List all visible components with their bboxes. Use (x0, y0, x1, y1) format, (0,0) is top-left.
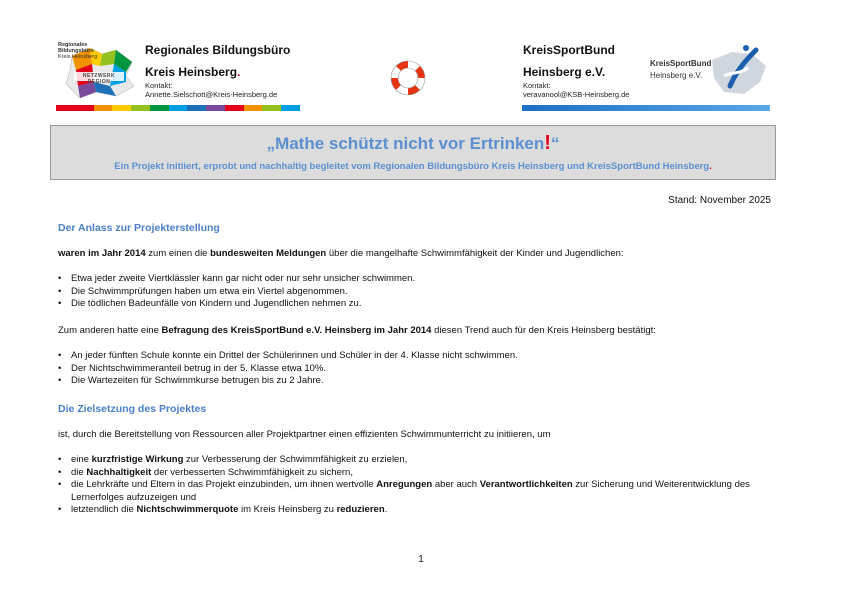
bold-text: waren im Jahr 2014 (58, 248, 146, 259)
ksb-email[interactable]: veravanool@KSB-Heinsberg.de (523, 90, 630, 99)
ksb-color-bar (522, 105, 770, 111)
bold-text: Anregungen (376, 479, 433, 490)
strip-segment (75, 105, 94, 111)
text-run: aber auch (432, 479, 480, 490)
logo-text: Regionales Bildungsbüro Kreis Heinsberg (58, 42, 98, 60)
strip-segment (206, 105, 225, 111)
lifebuoy-icon (390, 60, 426, 96)
list-item: • Die tödlichen Badeunfälle von Kindern und Jugendlichen nehmen zu. (58, 298, 758, 311)
ksb-title-line2: Heinsberg e.V. (523, 65, 606, 79)
text-run: eine (71, 454, 92, 465)
bildungsbuero-title-line2: Kreis Heinsberg. (145, 65, 241, 79)
section1-second-paragraph (58, 325, 656, 336)
list-item: • An jeder fünften Schule konnte ein Drittel der Schülerinnen und Schüler in der 4. Klasse nicht schwimmen. (58, 350, 758, 363)
logo-banner: NETZWERK REGION (82, 73, 116, 85)
section2-intro: ist, durch die Bereitstellung von Ressourcen aller Projektpartner einen effizienten Schwimmunterricht zu initiieren, um (58, 429, 551, 440)
section-heading-zielsetzung: Die Zielsetzung des Projektes (58, 403, 207, 415)
list-item (58, 467, 758, 480)
color-strip (56, 105, 300, 111)
text-run: diesen Trend auch für den Kreis Heinsberg bestätigt: (431, 325, 656, 336)
list-item: • Der Nichtschwimmeranteil betrug in der 5. Klasse etwa 10%. (58, 363, 758, 376)
strip-segment (262, 105, 281, 111)
list-item (58, 454, 758, 467)
title-box (50, 125, 776, 180)
bildungsbuero-title-line1: Regionales Bildungsbüro (145, 43, 291, 57)
text-run: die (71, 466, 87, 478)
document-subtitle: Ein Projekt initiiert, erprobt und nachhaltig begleitet vom Regionalen Bildungsbüro Kreis Heinsberg und KreisSportBund Heinsberg. (114, 161, 712, 172)
strip-segment (169, 105, 188, 111)
text-run: die Lehrkräfte und Eltern in das Projekt einzubinden, um ihnen wertvolle (71, 479, 377, 490)
bold-text: reduzieren (336, 504, 385, 515)
text-run: . (384, 504, 388, 515)
strip-segment (187, 105, 206, 111)
list-item: • Etwa jeder zweite Viertklässler kann gar nicht oder nur sehr unsicher schwimmen. (58, 273, 758, 286)
bold-text: kurzfristige Wirkung (91, 454, 184, 465)
strip-segment (150, 105, 169, 111)
list-item (58, 504, 758, 517)
ksb-logo-sub: Heinsberg e.V. (650, 71, 703, 80)
bold-text: Nichtschwimmerquote (136, 504, 239, 515)
text-run: zur Sicherung und Weiterentwicklung des Lernerfolges aufzuzeigen und (71, 479, 750, 503)
document-title: „Mathe schützt nicht vor Ertrinken!“ (266, 132, 560, 154)
page-number: 1 (418, 554, 424, 565)
text-run: zum einen die (145, 248, 211, 259)
bildungsbuero-contact: Kontakt: Annette.Sielschott@Kreis-Heinsberg.de (145, 81, 278, 99)
strip-segment (112, 105, 131, 111)
strip-segment (94, 105, 113, 111)
bold-text: bundesweiten Meldungen (210, 248, 327, 259)
text-run: Zum anderen hatte eine (58, 325, 162, 336)
list-item: • Die Wartezeiten für Schwimmkurse betrugen bis zu 2 Jahre. (58, 375, 758, 388)
ksb-logo (648, 42, 770, 102)
ksb-contact: Kontakt: veravanool@KSB-Heinsberg.de (523, 81, 630, 99)
list-item (58, 479, 758, 504)
section1-intro (58, 248, 624, 259)
stand-date: Stand: November 2025 (668, 195, 771, 206)
strip-segment (281, 105, 300, 111)
list-item: • Die Schwimmprüfungen haben um etwa ein Viertel abgenommen. (58, 286, 758, 299)
ksb-logo-name: KreisSportBund (650, 59, 712, 68)
bildungsbuero-logo (56, 42, 140, 102)
strip-segment (244, 105, 263, 111)
section1-list1 (58, 273, 758, 311)
bildungsbuero-email[interactable]: Annette.Sielschott@Kreis-Heinsberg.de (145, 90, 278, 99)
text-run: letztendlich die (71, 504, 137, 515)
ksb-title-line1: KreisSportBund (523, 43, 616, 57)
text-run: zur Verbesserung der Schwimmfähigkeit zu erzielen, (183, 454, 408, 465)
section-heading-anlass: Der Anlass zur Projekterstellung (58, 222, 220, 234)
section2-list (58, 454, 758, 517)
section1-list2 (58, 350, 758, 388)
strip-segment (56, 105, 75, 111)
bold-text: Nachhaltigkeit (86, 466, 152, 478)
text-run: über die mangelhafte Schwimmfähigkeit der Kinder und Jugendlichen: (326, 248, 624, 259)
strip-segment (131, 105, 150, 111)
text-run: der verbesserten Schwimmfähigkeit zu sichern, (151, 466, 353, 478)
strip-segment (225, 105, 244, 111)
bold-text: Befragung des KreisSportBund e.V. Heinsberg im Jahr 2014 (161, 325, 432, 336)
bold-text: Verantwortlichkeiten (479, 479, 573, 490)
text-run: im Kreis Heinsberg zu (238, 504, 337, 515)
